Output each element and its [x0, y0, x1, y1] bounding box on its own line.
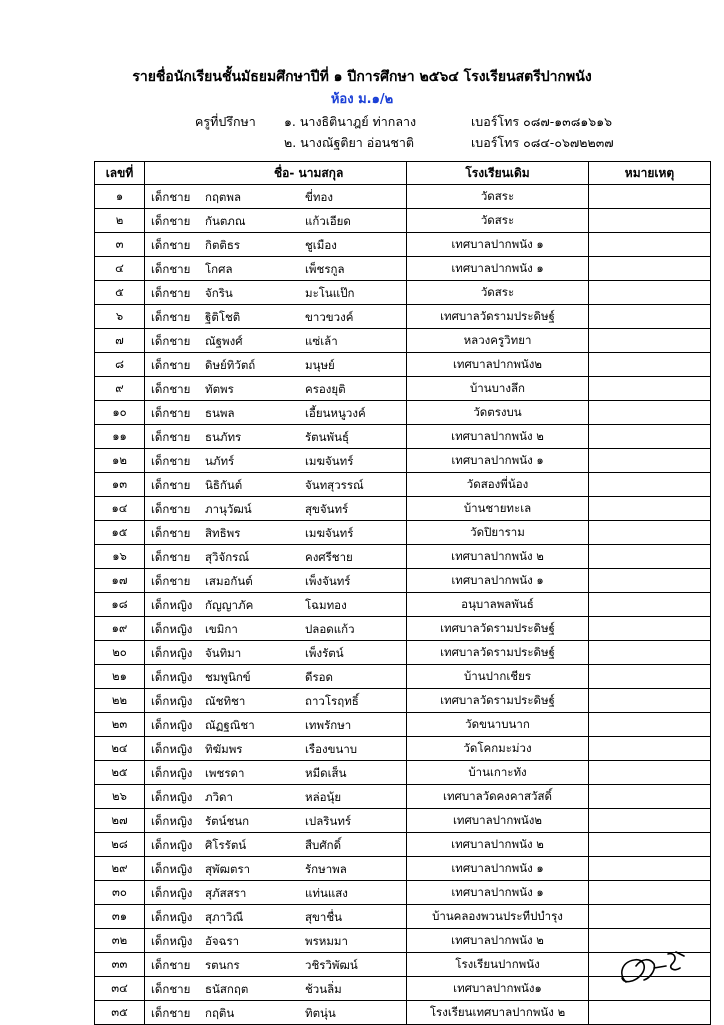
- student-first-name: สุภาวิณี: [205, 910, 244, 924]
- table-row: [95, 881, 711, 905]
- note-cell: [589, 257, 711, 281]
- student-first-name: ทิฆัมพร: [205, 742, 243, 756]
- student-name-cell: [145, 1001, 407, 1025]
- student-prefix: เด็กหญิง: [151, 766, 193, 780]
- student-first-name: เพชรดา: [205, 766, 245, 780]
- student-prefix: เด็กชาย: [151, 190, 191, 204]
- previous-school: เทศบาลปากพนัง ๑: [407, 569, 589, 593]
- student-prefix: เด็กชาย: [151, 958, 191, 972]
- table-row: [95, 569, 711, 593]
- student-last-name: จันทสุวรรณ์: [305, 478, 364, 492]
- student-last-name: ถาวโรฤทธิ์: [305, 694, 359, 708]
- row-number: ๒๒: [95, 689, 145, 713]
- student-name-cell: [145, 617, 407, 641]
- student-first-name: กันตภณ: [205, 214, 246, 228]
- previous-school: เทศบาลวัดรามประดิษฐ์: [407, 305, 589, 329]
- student-name-cell: [145, 377, 407, 401]
- student-first-name: จันทิมา: [205, 646, 242, 660]
- student-first-name: ภานุวัฒน์: [205, 502, 252, 516]
- student-prefix: เด็กชาย: [151, 430, 191, 444]
- student-last-name: รักษาพล: [305, 862, 347, 876]
- student-first-name: สุภัสสรา: [205, 886, 247, 900]
- row-number: ๑๔: [95, 497, 145, 521]
- student-table: [94, 161, 711, 1025]
- student-prefix: เด็กชาย: [151, 550, 191, 564]
- student-first-name: ดิษย์ทิวัตถ์: [205, 358, 256, 372]
- row-number: ๗: [95, 329, 145, 353]
- row-number: ๑๕: [95, 521, 145, 545]
- note-cell: [589, 353, 711, 377]
- row-number: ๕: [95, 281, 145, 305]
- previous-school: เทศบาลปากพนัง ๑: [407, 449, 589, 473]
- row-number: ๑: [95, 185, 145, 209]
- row-number: ๒๙: [95, 857, 145, 881]
- student-name-cell: [145, 281, 407, 305]
- note-cell: [589, 641, 711, 665]
- student-name-cell: [145, 353, 407, 377]
- student-prefix: เด็กหญิง: [151, 814, 193, 828]
- student-prefix: เด็กหญิง: [151, 646, 193, 660]
- previous-school: บ้านเกาะทัง: [407, 761, 589, 785]
- previous-school: วัดสระ: [407, 209, 589, 233]
- note-cell: [589, 809, 711, 833]
- note-cell: [589, 449, 711, 473]
- table-row: [95, 809, 711, 833]
- row-number: ๒๘: [95, 833, 145, 857]
- note-cell: [589, 185, 711, 209]
- table-row: [95, 521, 711, 545]
- table-row: [95, 353, 711, 377]
- table-row: [95, 761, 711, 785]
- student-first-name: โกศล: [205, 262, 233, 276]
- student-name-cell: [145, 257, 407, 281]
- student-last-name: สุขาชื่น: [305, 910, 343, 924]
- note-cell: [589, 209, 711, 233]
- student-first-name: ภวิดา: [205, 790, 233, 804]
- previous-school: เทศบาลปากพนัง ๒: [407, 425, 589, 449]
- previous-school: อนุบาลพลพันธ์: [407, 593, 589, 617]
- student-prefix: เด็กชาย: [151, 502, 191, 516]
- row-number: ๑๘: [95, 593, 145, 617]
- student-last-name: เพ็งจันทร์: [305, 574, 351, 588]
- note-cell: [589, 785, 711, 809]
- previous-school: เทศบาลปากพนัง ๒: [407, 545, 589, 569]
- advisor-phone: เบอร์โทร ๐๘๗-๑๓๘๑๖๑๖: [471, 114, 613, 129]
- advisor-name: ๑. นางธิตินาฎย์ ท่ากลาง: [284, 114, 417, 129]
- student-last-name: ขาวขวงค์: [305, 310, 354, 324]
- advisor-name: ๒. นางณัฐติยา อ่อนชาติ: [284, 135, 414, 150]
- student-last-name: แท่นแสง: [305, 886, 348, 900]
- note-cell: [589, 665, 711, 689]
- student-last-name: หมีดเส็น: [305, 766, 347, 780]
- previous-school: เทศบาลปากพนัง ๑: [407, 233, 589, 257]
- previous-school: บ้านคลองพวนประทีปบำรุง: [407, 905, 589, 929]
- student-last-name: สืบศักดิ์: [305, 838, 342, 852]
- student-last-name: เมฆจันทร์: [305, 526, 354, 540]
- previous-school: วัดตรงบน: [407, 401, 589, 425]
- previous-school: เทศบาลปากพนัง ๒: [407, 833, 589, 857]
- note-cell: [589, 305, 711, 329]
- student-first-name: รัตน์ชนก: [205, 814, 250, 828]
- table-row: [95, 233, 711, 257]
- student-prefix: เด็กหญิง: [151, 670, 193, 684]
- previous-school: เทศบาลปากพนัง ๑: [407, 857, 589, 881]
- student-first-name: ธนพล: [205, 406, 235, 420]
- student-first-name: กฤติน: [205, 1006, 235, 1020]
- student-prefix: เด็กชาย: [151, 334, 191, 348]
- student-last-name: มนุษย์: [305, 358, 335, 372]
- student-first-name: เขมิกา: [205, 622, 238, 636]
- header-name: [145, 162, 407, 185]
- row-number: ๓๓: [95, 953, 145, 977]
- student-prefix: เด็กชาย: [151, 406, 191, 420]
- previous-school: เทศบาลปากพนัง ๒: [407, 929, 589, 953]
- student-name-cell: [145, 737, 407, 761]
- previous-school: เทศบาลวัดรามประดิษฐ์: [407, 641, 589, 665]
- student-first-name: จักริน: [205, 286, 233, 300]
- previous-school: เทศบาลปากพนัง ๑: [407, 881, 589, 905]
- student-name-cell: [145, 929, 407, 953]
- student-last-name: เทพรักษา: [305, 718, 352, 732]
- previous-school: บ้านปากเชียร: [407, 665, 589, 689]
- row-number: ๓๒: [95, 929, 145, 953]
- student-name-cell: [145, 569, 407, 593]
- table-row: [95, 473, 711, 497]
- student-first-name: ทัตพร: [205, 382, 234, 396]
- table-row: [95, 185, 711, 209]
- student-name-cell: [145, 545, 407, 569]
- previous-school: หลวงครูวิทยา: [407, 329, 589, 353]
- student-first-name: ชมพูนิกข์: [205, 670, 251, 684]
- student-name-cell: [145, 185, 407, 209]
- table-row: [95, 833, 711, 857]
- row-number: ๓๕: [95, 1001, 145, 1025]
- student-last-name: เมฆจันทร์: [305, 454, 354, 468]
- student-prefix: เด็กหญิง: [151, 934, 193, 948]
- row-number: ๑๙: [95, 617, 145, 641]
- table-row: [95, 857, 711, 881]
- student-last-name: เพ็งรัตน์: [305, 646, 344, 660]
- student-prefix: เด็กหญิง: [151, 598, 193, 612]
- student-prefix: เด็กหญิง: [151, 910, 193, 924]
- student-name-cell: [145, 209, 407, 233]
- student-prefix: เด็กชาย: [151, 526, 191, 540]
- note-cell: [589, 401, 711, 425]
- student-first-name: รตนกร: [205, 958, 240, 972]
- student-name-cell: [145, 449, 407, 473]
- student-last-name: เรืองขนาบ: [305, 742, 358, 756]
- student-prefix: เด็กหญิง: [151, 886, 193, 900]
- row-number: ๓๐: [95, 881, 145, 905]
- row-number: ๑๑: [95, 425, 145, 449]
- student-last-name: สุขจันทร์: [305, 502, 349, 516]
- row-number: ๑๓: [95, 473, 145, 497]
- table-row: [95, 905, 711, 929]
- student-prefix: เด็กชาย: [151, 286, 191, 300]
- previous-school: บ้านบางลึก: [407, 377, 589, 401]
- student-prefix: เด็กชาย: [151, 454, 191, 468]
- student-first-name: ฐิติโชติ: [205, 310, 241, 324]
- student-first-name: สุพัฒตรา: [205, 862, 251, 876]
- student-last-name: คงศรีชาย: [305, 550, 353, 564]
- previous-school: เทศบาลปากพนัง ๑: [407, 257, 589, 281]
- row-number: ๖: [95, 305, 145, 329]
- header-school: โรงเรียนเดิม: [407, 162, 589, 185]
- previous-school: เทศบาลปากพนัง๒: [407, 809, 589, 833]
- row-number: ๑๗: [95, 569, 145, 593]
- advisor-phone: เบอร์โทร ๐๘๔-๐๖๗๒๒๓๗: [471, 135, 614, 150]
- previous-school: โรงเรียนปากพนัง: [407, 953, 589, 977]
- student-name-cell: [145, 905, 407, 929]
- student-last-name: แก้วเอียด: [305, 214, 351, 228]
- student-name-cell: [145, 881, 407, 905]
- student-prefix: เด็กหญิง: [151, 622, 193, 636]
- student-first-name: กิตติธร: [205, 238, 241, 252]
- note-cell: [589, 713, 711, 737]
- student-last-name: หล่อนุ้ย: [305, 790, 342, 804]
- student-name-cell: [145, 641, 407, 665]
- student-name-cell: [145, 953, 407, 977]
- row-number: ๑๐: [95, 401, 145, 425]
- table-body: [95, 185, 711, 1025]
- note-cell: [589, 1001, 711, 1025]
- previous-school: เทศบาลปากพนัง๒: [407, 353, 589, 377]
- row-number: ๒๑: [95, 665, 145, 689]
- row-number: ๒๕: [95, 761, 145, 785]
- student-first-name: กฤตพล: [205, 190, 242, 204]
- table-row: [95, 689, 711, 713]
- student-prefix: เด็กชาย: [151, 478, 191, 492]
- previous-school: วัดโคกมะม่วง: [407, 737, 589, 761]
- student-prefix: เด็กชาย: [151, 238, 191, 252]
- student-name-cell: [145, 233, 407, 257]
- row-number: ๒๓: [95, 713, 145, 737]
- student-prefix: เด็กหญิง: [151, 742, 193, 756]
- previous-school: โรงเรียนเทศบาลปากพนัง ๒: [407, 1001, 589, 1025]
- row-number: ๓: [95, 233, 145, 257]
- table-row: [95, 665, 711, 689]
- student-first-name: ศิโรรัตน์: [205, 838, 247, 852]
- student-first-name: นภัทร์: [205, 454, 235, 468]
- student-name-cell: [145, 497, 407, 521]
- row-number: ๙: [95, 377, 145, 401]
- note-cell: [589, 281, 711, 305]
- note-cell: [589, 233, 711, 257]
- header-name-text: ชื่อ- นามสกุล: [274, 165, 344, 180]
- student-name-cell: [145, 329, 407, 353]
- student-name-cell: [145, 401, 407, 425]
- note-cell: [589, 377, 711, 401]
- student-last-name: ทิตนุ่น: [305, 1006, 336, 1020]
- table-row: [95, 593, 711, 617]
- row-number: ๑๖: [95, 545, 145, 569]
- previous-school: วัดปิยาราม: [407, 521, 589, 545]
- student-first-name: กัญญาภัค: [205, 598, 254, 612]
- row-number: ๓๔: [95, 977, 145, 1001]
- note-cell: [589, 473, 711, 497]
- row-number: ๒๔: [95, 737, 145, 761]
- student-name-cell: [145, 521, 407, 545]
- student-prefix: เด็กหญิง: [151, 718, 193, 732]
- table-row: [95, 329, 711, 353]
- previous-school: วัดสระ: [407, 185, 589, 209]
- signature-icon: [614, 944, 694, 994]
- student-prefix: เด็กหญิง: [151, 862, 193, 876]
- note-cell: [589, 617, 711, 641]
- student-last-name: แซ่เล้า: [305, 334, 338, 348]
- student-name-cell: [145, 857, 407, 881]
- previous-school: เทศบาลวัดรามประดิษฐ์: [407, 689, 589, 713]
- table-row: [95, 545, 711, 569]
- table-row: [95, 305, 711, 329]
- note-cell: [589, 521, 711, 545]
- note-cell: [589, 905, 711, 929]
- table-row: [95, 257, 711, 281]
- previous-school: บ้านชายทะเล: [407, 497, 589, 521]
- student-last-name: ครองยุติ: [305, 382, 346, 396]
- student-first-name: ณัฐพงศ์: [205, 334, 243, 348]
- student-first-name: อัจฉรา: [205, 934, 240, 948]
- student-first-name: นิธิกันต์: [205, 478, 243, 492]
- table-row: [95, 401, 711, 425]
- student-name-cell: [145, 761, 407, 785]
- table-row: [95, 377, 711, 401]
- student-last-name: ขี่ทอง: [305, 190, 333, 204]
- student-name-cell: [145, 425, 407, 449]
- row-number: ๑๒: [95, 449, 145, 473]
- note-cell: [589, 737, 711, 761]
- previous-school: เทศบาลปากพนัง๑: [407, 977, 589, 1001]
- student-last-name: พรหมมา: [305, 934, 348, 948]
- previous-school: เทศบาลวัดคงคาสวัสดิ์: [407, 785, 589, 809]
- table-row: [95, 1001, 711, 1025]
- table-row: [95, 737, 711, 761]
- header-no: เลขที่: [95, 162, 145, 185]
- student-prefix: เด็กหญิง: [151, 694, 193, 708]
- row-number: ๔: [95, 257, 145, 281]
- student-last-name: เปลรินทร์: [305, 814, 352, 828]
- student-last-name: รัตนพันธุ์: [305, 430, 349, 444]
- student-last-name: โฉมทอง: [305, 598, 347, 612]
- student-name-cell: [145, 473, 407, 497]
- note-cell: [589, 329, 711, 353]
- note-cell: [589, 857, 711, 881]
- student-first-name: ธนัสกฤต: [205, 982, 249, 996]
- row-number: ๒๗: [95, 809, 145, 833]
- student-prefix: เด็กชาย: [151, 382, 191, 396]
- note-cell: [589, 425, 711, 449]
- student-last-name: เอี้ยนหนูวงค์: [305, 406, 366, 420]
- student-last-name: วชิรวิพัฒน์: [305, 958, 358, 972]
- table-row: [95, 281, 711, 305]
- row-number: ๓๑: [95, 905, 145, 929]
- student-name-cell: [145, 785, 407, 809]
- student-first-name: เสมอกันต์: [205, 574, 253, 588]
- row-number: ๒๖: [95, 785, 145, 809]
- student-name-cell: [145, 305, 407, 329]
- note-cell: [589, 761, 711, 785]
- row-number: ๘: [95, 353, 145, 377]
- page-title: รายชื่อนักเรียนชั้นมัธยมศึกษาปีที่ ๑ ปีการศึกษา ๒๕๖๔ โรงเรียนสตรีปากพนัง: [132, 69, 592, 85]
- table-header-row: [95, 162, 711, 185]
- previous-school: วัดสองพี่น้อง: [407, 473, 589, 497]
- student-prefix: เด็กหญิง: [151, 838, 193, 852]
- student-prefix: เด็กชาย: [151, 214, 191, 228]
- advisor-label: ครูที่ปรึกษา: [195, 114, 256, 129]
- previous-school: วัดสระ: [407, 281, 589, 305]
- student-prefix: เด็กหญิง: [151, 790, 193, 804]
- student-name-cell: [145, 665, 407, 689]
- note-cell: [589, 833, 711, 857]
- table-row: [95, 497, 711, 521]
- table-row: [95, 713, 711, 737]
- student-prefix: เด็กชาย: [151, 358, 191, 372]
- student-last-name: ดีรอด: [305, 670, 334, 684]
- row-number: ๒๐: [95, 641, 145, 665]
- student-name-cell: [145, 713, 407, 737]
- student-name-cell: [145, 833, 407, 857]
- student-last-name: ปลอดแก้ว: [305, 622, 355, 636]
- table-row: [95, 641, 711, 665]
- table-row: [95, 785, 711, 809]
- table-row: [95, 209, 711, 233]
- previous-school: วัดขนาบนาก: [407, 713, 589, 737]
- student-first-name: ณัฏฐณิชา: [205, 718, 255, 732]
- student-prefix: เด็กชาย: [151, 574, 191, 588]
- student-name-cell: [145, 809, 407, 833]
- note-cell: [589, 689, 711, 713]
- student-first-name: สุวิจักรณ์: [205, 550, 250, 564]
- note-cell: [589, 569, 711, 593]
- room-label: ห้อง ม.๑/๒: [330, 92, 394, 107]
- previous-school: เทศบาลวัดรามประดิษฐ์: [407, 617, 589, 641]
- header-note: หมายเหตุ: [589, 162, 711, 185]
- table-row: [95, 425, 711, 449]
- student-prefix: เด็กชาย: [151, 310, 191, 324]
- note-cell: [589, 593, 711, 617]
- student-name-cell: [145, 593, 407, 617]
- student-prefix: เด็กชาย: [151, 262, 191, 276]
- note-cell: [589, 881, 711, 905]
- row-number: ๒: [95, 209, 145, 233]
- note-cell: [589, 545, 711, 569]
- note-cell: [589, 497, 711, 521]
- student-name-cell: [145, 689, 407, 713]
- student-last-name: เพ็ชรกูล: [305, 262, 345, 276]
- student-first-name: ธนภัทร: [205, 430, 242, 444]
- student-first-name: ณัชทิชา: [205, 694, 246, 708]
- student-prefix: เด็กชาย: [151, 1006, 191, 1020]
- table-row: [95, 449, 711, 473]
- student-last-name: ช้วนลิ่ม: [305, 982, 342, 996]
- student-prefix: เด็กชาย: [151, 982, 191, 996]
- student-name-cell: [145, 977, 407, 1001]
- table-row: [95, 617, 711, 641]
- student-first-name: สิทธิพร: [205, 526, 241, 540]
- student-last-name: ชูเมือง: [305, 238, 337, 252]
- student-last-name: มะโนแป๊ก: [305, 286, 355, 300]
